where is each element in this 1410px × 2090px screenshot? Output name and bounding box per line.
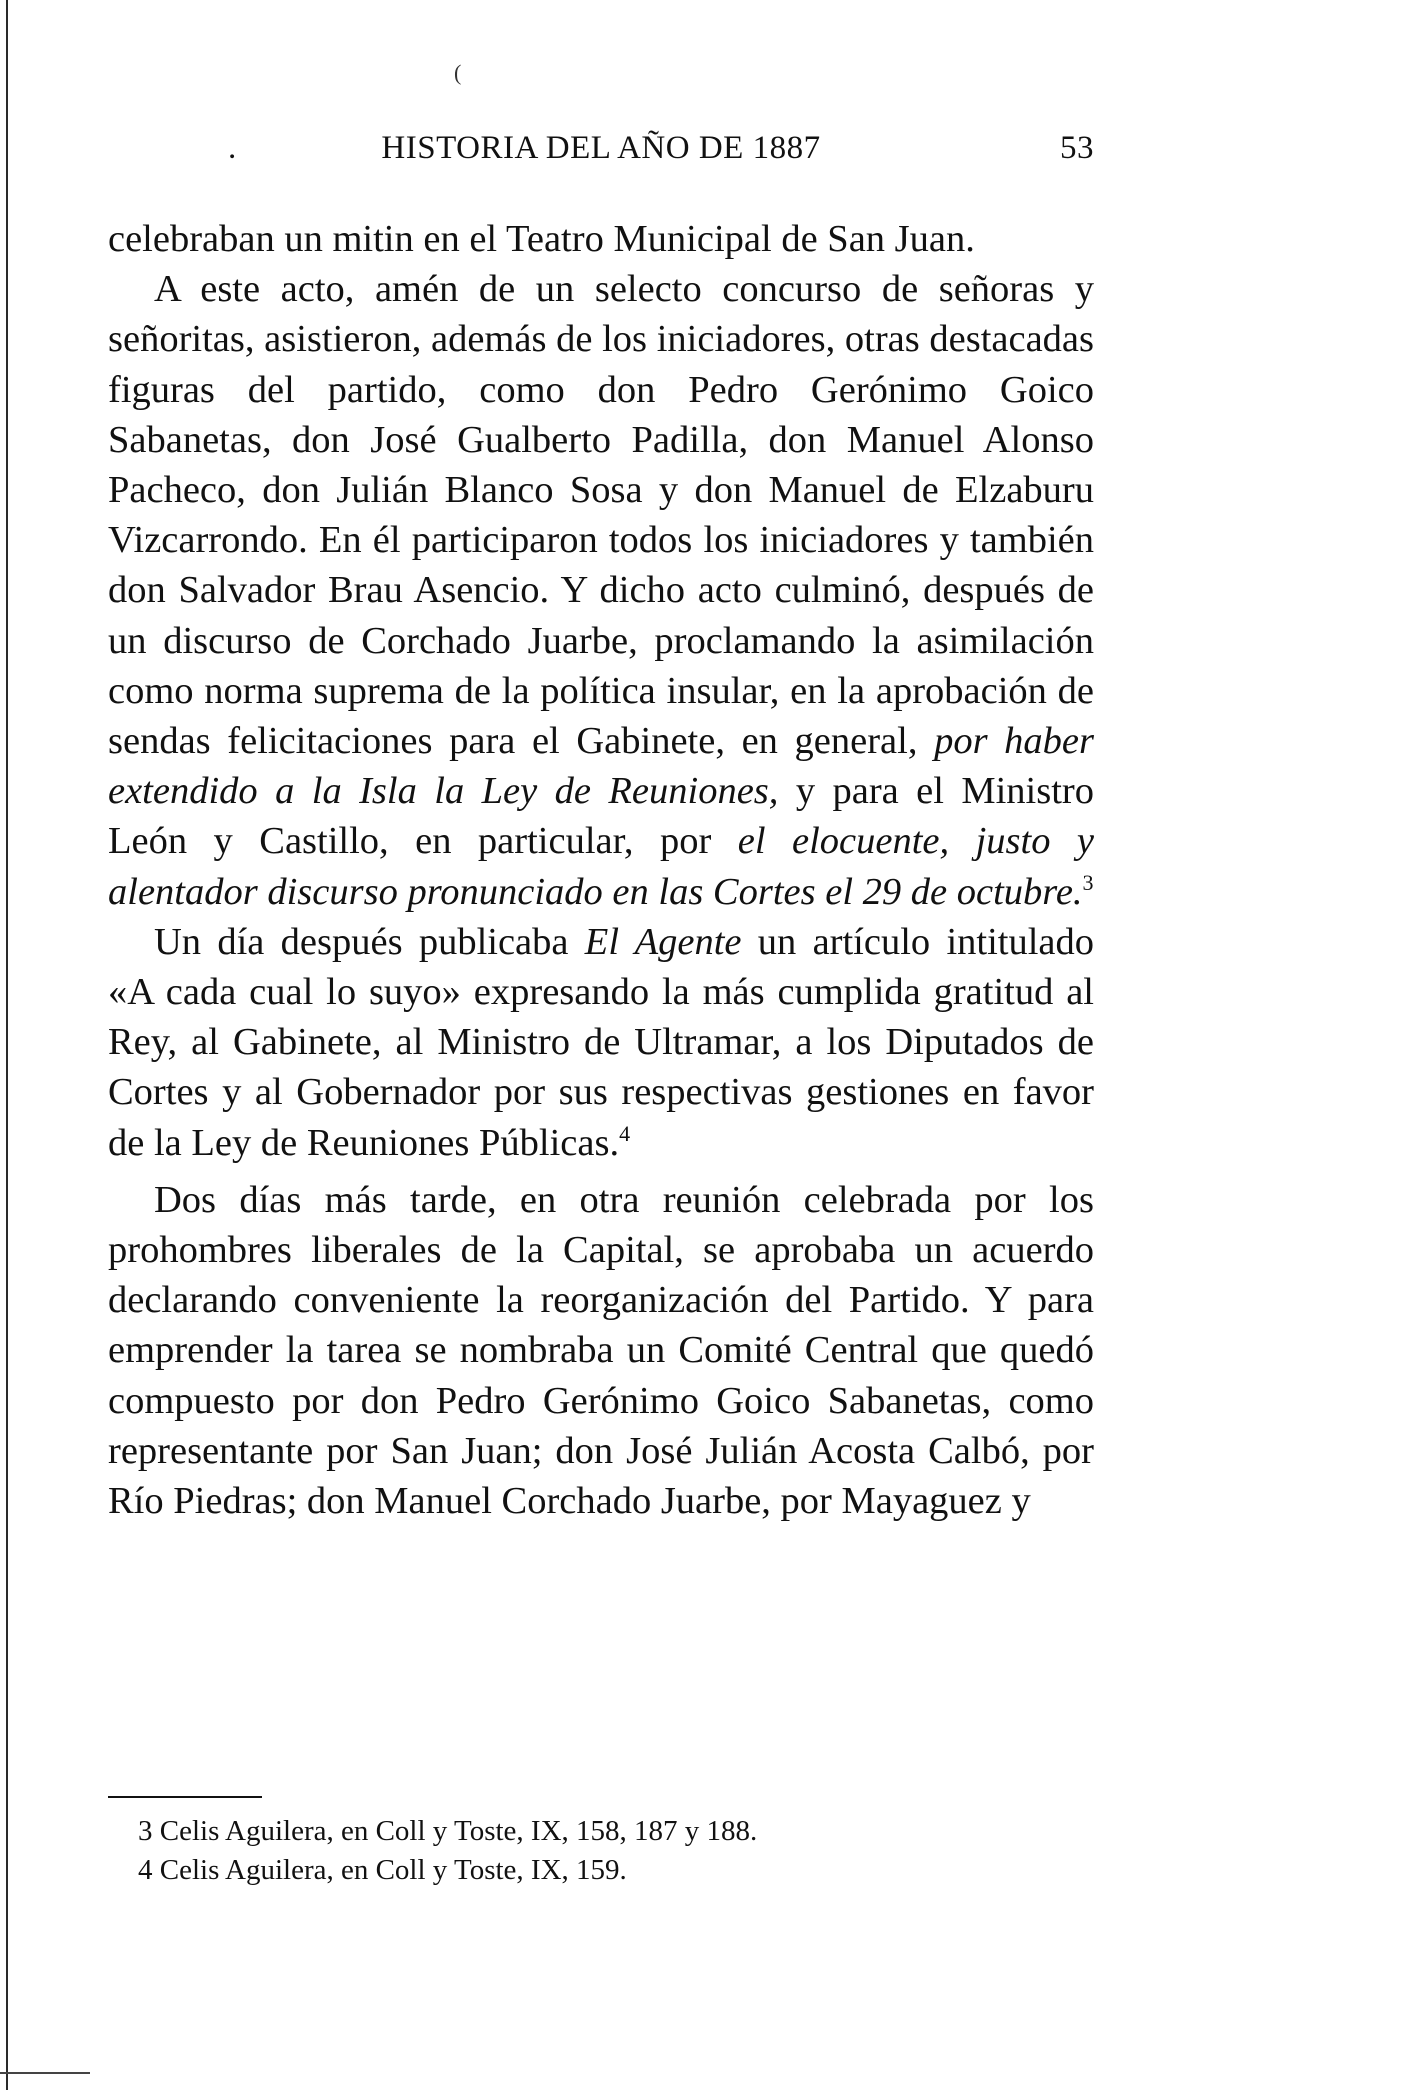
paragraph-4 bbox=[108, 1175, 1094, 1526]
running-head bbox=[108, 130, 1094, 180]
paragraph-2-italic-2: el elocuente, justo y alentador discurso pronunciado en las Cortes el 29 de octubre. bbox=[108, 820, 1095, 913]
footnote-ref-3: 3 bbox=[1082, 869, 1094, 895]
paragraph-1-text: celebraban un mitin en el Teatro Municipal de San Juan. bbox=[108, 218, 975, 260]
paragraph-3-text-1: Un día después publicaba bbox=[154, 920, 569, 963]
paragraph-3-text-2: un artículo intitulado «A cada cual lo suyo» expresando la más cumplida gratitud al Rey, al Gabinete, al Ministro de Ultramar, a los Diputados de Cortes y al Gobernador por sus respectivas gestiones en favor de la Ley de Reuniones Públicas. bbox=[108, 920, 1095, 1164]
paragraph-3 bbox=[108, 917, 1094, 1168]
stray-mark: ( bbox=[454, 60, 462, 85]
footnote-4 bbox=[138, 1851, 1094, 1890]
footnote-4-text: Celis Aguilera, en Coll y Toste, IX, 159. bbox=[159, 1854, 627, 1886]
paragraph-3-italic-1: El Agente bbox=[584, 920, 742, 963]
footnote-4-number: 4 bbox=[138, 1854, 153, 1886]
scan-edge-left bbox=[6, 0, 8, 2090]
paragraph-4-text: Dos días más tarde, en otra reunión celebrada por los prohombres liberales de la Capital, se aprobaba un acuerdo declarando conveniente la reorganización del Partido. Y para emprender la tarea se nombraba un Comité Central que quedó compuesto por don Pedro Gerónimo Goico Sabanetas, como representante por San Juan; don José Julián Acosta Calbó, por Río Piedras; don Manuel Corchado Juarbe, por Mayaguez y bbox=[108, 1178, 1094, 1523]
body-text bbox=[108, 214, 1094, 1526]
footnote-rule bbox=[108, 1796, 262, 1798]
paragraph-2 bbox=[108, 264, 1094, 917]
footnote-3-text: Celis Aguilera, en Coll y Toste, IX, 158, 187 y 188. bbox=[159, 1815, 758, 1847]
running-head-dot: . bbox=[228, 130, 237, 166]
scan-edge-bottom bbox=[0, 2072, 90, 2074]
paragraph-1 bbox=[108, 214, 1094, 264]
paragraph-2-italic-1: por haber extendido a la Isla la Ley de Reuniones, bbox=[108, 720, 1095, 813]
paragraph-2-text-2: y para el Ministro León y Castillo, en particular, por bbox=[108, 770, 1094, 863]
footnote-3 bbox=[138, 1812, 1094, 1851]
page-number: 53 bbox=[1060, 130, 1094, 166]
footnote-ref-4: 4 bbox=[619, 1120, 631, 1146]
footnote-3-number: 3 bbox=[138, 1815, 153, 1847]
footnotes bbox=[138, 1812, 1094, 1890]
running-head-title: HISTORIA DEL AÑO DE 1887 bbox=[381, 130, 821, 166]
paragraph-2-text-1: A este acto, amén de un selecto concurso de señoras y señoritas, asistieron, además de los iniciadores, otras destacadas figuras del partido, como don Pedro Gerónimo Goico Sabanetas, don José Gualberto Padilla, don Manuel Alonso Pacheco, don Julián Blanco Sosa y don Manuel de Elzaburu Vizcarrondo. En él participaron todos los iniciadores y también don Salvador Brau Asencio. Y dicho acto culminó, después de un discurso de Corchado Juarbe, proclamando la asimilación como norma suprema de la política insular, en la aprobación de sendas felicitaciones para el Gabinete, en general, bbox=[108, 268, 1094, 763]
